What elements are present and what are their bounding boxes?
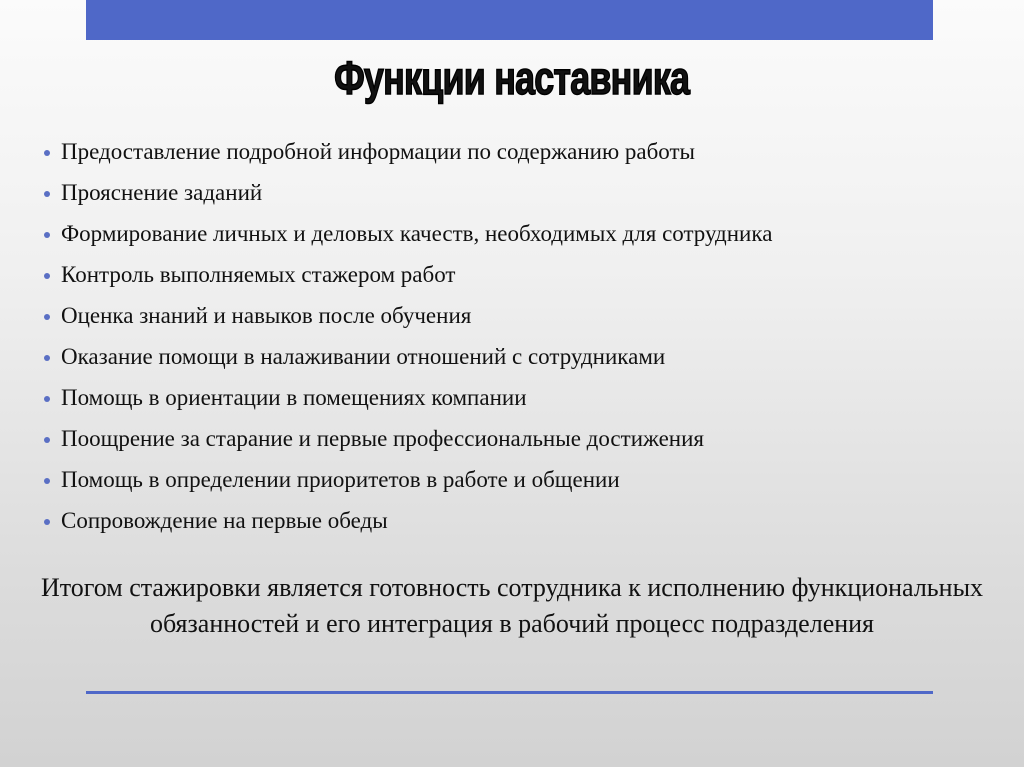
list-item (44, 295, 772, 336)
list-item (44, 418, 772, 459)
bullet-icon (44, 478, 50, 484)
bullet-text: Контроль выполняемых стажером работ (61, 261, 456, 287)
list-item (44, 213, 772, 254)
list-item (44, 254, 772, 295)
bullet-icon (44, 437, 50, 443)
list-item (44, 459, 772, 500)
bullet-icon (44, 150, 50, 156)
bullet-icon (44, 273, 50, 279)
bullet-icon (44, 191, 50, 197)
list-item (44, 336, 772, 377)
slide-title-container (0, 52, 1024, 104)
bullet-text: Оказание помощи в налаживании отношений с сотрудниками (61, 343, 666, 369)
bullet-text: Предоставление подробной информации по содержанию работы (61, 138, 696, 164)
list-item (44, 131, 772, 172)
slide-title: Функции наставника (334, 52, 690, 104)
bullet-text: Помощь в ориентации в помещениях компании (61, 384, 527, 410)
bullet-icon (44, 519, 50, 525)
bottom-divider (86, 691, 933, 694)
bullet-text: Поощрение за старание и первые профессиональные достижения (61, 425, 704, 451)
bullet-list (44, 131, 772, 541)
bullet-text: Сопровождение на первые обеды (61, 507, 388, 533)
bullet-icon (44, 314, 50, 320)
bullet-icon (44, 396, 50, 402)
list-item (44, 500, 772, 541)
bullet-icon (44, 232, 50, 238)
list-item (44, 172, 772, 213)
bullet-text: Помощь в определении приоритетов в работе и общении (61, 466, 620, 492)
top-accent-bar (86, 0, 933, 40)
bullet-text: Формирование личных и деловых качеств, необходимых для сотрудника (61, 220, 773, 246)
summary-text: Итогом стажировки является готовность сотрудника к исполнению функциональных обязанностей и его интеграция в рабочий процесс подразделения (40, 573, 984, 638)
bullet-icon (44, 355, 50, 361)
list-item (44, 377, 772, 418)
bullet-text: Оценка знаний и навыков после обучения (61, 302, 472, 328)
bullet-text: Прояснение заданий (61, 179, 263, 205)
